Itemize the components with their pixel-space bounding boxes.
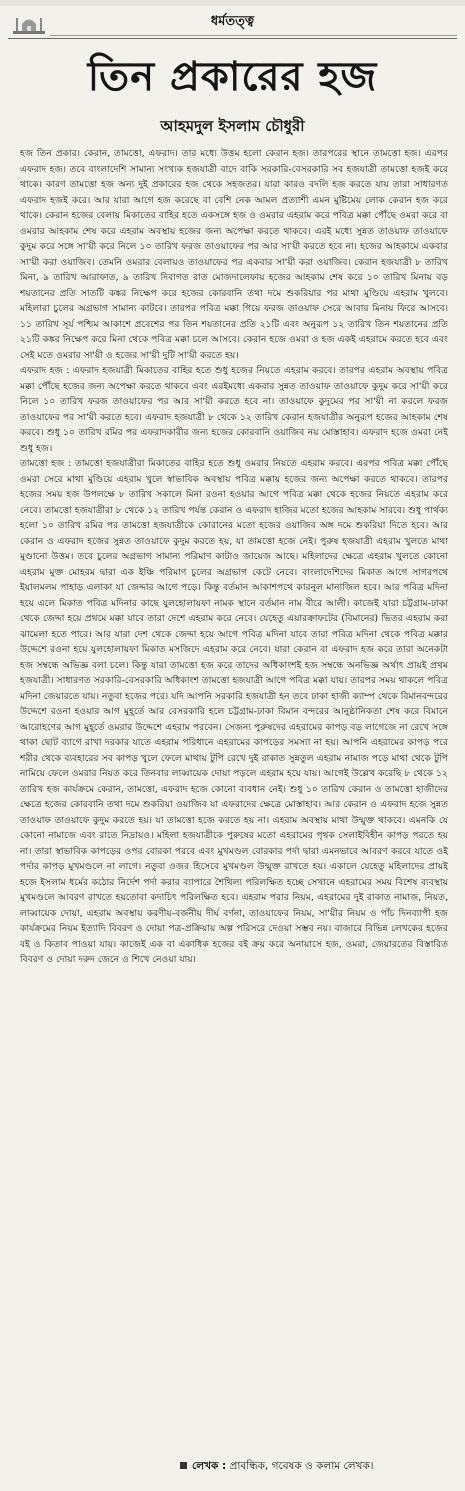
- header-rule: [50, 35, 457, 36]
- footer-label: লেখক :: [192, 1460, 227, 1472]
- article-body: [20, 146, 448, 968]
- paragraph-intro: হজ তিন প্রকার। কেরান, তামত্তো, এফরাদ। তার মধ্যে উত্তম হলো কেরান হজ। তারপরের স্থানে তামত্তো হজ। এরপর এফরাদ হজ। তবে বাংলাদেশি সামান্য সংখ্যক হজযাত্রী বাদে বাকি সরকারি-বেসরকারি সব হজযাত্রী তামত্তো হজই করে থাকে। কারণ তামত্তো হজ অন্য দুই প্রকারের হজ থেকে সহজতর। যারা কারও বদলি হজ করতে যায় তারা সাধারণত এফরাদ হজই করে। আর যারা আগে হজ করেছে বা বেশি নেক আমল প্রত্যাশী এমন মুষ্টিমেয় লোক কেরান হজ করে থাকে। কেরান হজের বেলায় মিকাতের বাহির হতে একসঙ্গে হজ ও ওমরার এহরাম করে পবিত্র মক্কা পৌঁছে ওমরা করে বা ওমরার আহকাম শেষ করে এহরাম অবস্থায় হজের জন্য অপেক্ষা করতে থাকবে। এরই মধ্যে সুন্নত তাওয়াফ তাওয়াফে কুদুম করে সঙ্গে সা'য়ী করে নিলে ১০ তারিখ ফরজ তাওয়াফের পর আর সা'য়ী করতে হবে না। হজের আহকামে একবার সা'য়ী করা ওয়াজিব। তেমনি ওমরার বেলায়ও তাওয়াফের পর একবার সা'য়ী করা ওয়াজিব। কেরান হজযাত্রী ৮ তারিখ মিনা, ৯ তারিখ আরাফাত, ৯ তারিখ দিবাগত রাত মোজদালেফায় হজের আহকাম শেষ করে ১০ তারিখ মিনায় বড় শয়তানের প্রতি সাতটি কঙ্কর নিক্ষেপ করে হজের কোরবানি তথা দমে শুকরিয়ার পর মাথা মুণ্ডিয়ে এহরাম খুলবে। মহিলারা চুলের অগ্রভাগ সামান্য কাটবে। তারপর পবিত্র মক্কা গিয়ে ফরজ তাওয়াফ সেরে আবার মিনায় ফিরে আসবে। ১১ তারিখ সূর্য পশ্চিম আকাশে প্রবেশের পর তিন শয়তানের প্রতি ২১টি এবং অনুরূপ ১২ তারিখ তিন শয়তানের প্রতি ২১টি কঙ্কর নিক্ষেপ করে মিনা থেকে পবিত্র মক্কা চলে আসবে। কেরান হজে ওমরা ও হজ একই এহরামে করতে হবে এবং সেই মতে ওমরার সা'য়ী ও হজের সা'য়ী দুটি সা'য়ী করতে হয়।: [20, 148, 448, 361]
- footer-text: প্রাবন্ধিক, গবেষক ও কলাম লেখক।: [229, 1460, 374, 1472]
- author-footer: [180, 1458, 455, 1474]
- bullet-square-icon: [180, 1462, 187, 1469]
- paragraph-ifrad: এফরাদ হজ : এফরাদ হজযাত্রী মিকাতের বাহির হতে শুধু হজের নিয়তে এহরাম করবে। তারপর এহরাম অবস্থায় পবিত্র মক্কা পৌঁছে হজের জন্য অপেক্ষা করতে থাকবে এবং এরইমধ্যে একবার সুন্নত তাওয়াফ তাওয়াফে কুদুম করে সা'য়ী করে নিলে ১০ তারিখ ফরজ তাওয়াফের পর আর সা'য়ী করতে হবে না। তাওয়াফে কুদুমের পর সা'য়ী না করলে ফরজ তাওয়াফের পর সা'য়ী করতে হবে। এফরাদ হজযাত্রী ৮ থেকে ১২ তারিখ কেরান হজযাত্রীর অনুরূপ হজের আহকাম শেষ করবে। শুধু ১০ তারিখ রমির পর এফরাদকারীর জন্য হজের কোরবানি ওয়াজিব নয় মোস্তাহাব। এফরাদ হজে ওমরা নেই শুধু হজ।: [20, 365, 448, 454]
- section-header: [8, 8, 457, 39]
- paragraph-tamattu: তামত্তো হজ : তামত্তো হজযাত্রীরা মিকাতের বাহির হতে শুধু ওমরার নিয়তে এহরাম করবে। এরপর পবিত্র মক্কা পৌঁছে ওমরা সেরে মাথা মুণ্ডিয়ে এহরাম খুলে স্বাভাবিক অবস্থায় পবিত্র মক্কায় হজের জন্য অপেক্ষা করতে থাকবে। তারপর হজের সময় হজ উপলক্ষে ৮ তারিখ সকালে মিনা রওনা হওয়ার আগে পবিত্র মক্কা থেকে হজের নিয়তে এহরাম করে নেবে। তামত্তো হজযাত্রীরা ৮ থেকে ১২ তারিখ পর্যন্ত কেরান ও এফরাদ হাজির মতো হজের আহকাম সারবে। শুধু পার্থক্য হলো ১০ তারিখ রমির পর তামত্তো হজযাত্রীকে কোরানের মতো হজের ওয়াজিব অঙ্গ দমে শুকরিয়া দিতে হবে। আর কেরান ও এফরাদ হজের সুন্নত তাওয়াফে কুদুম করতে হয়, যা তামত্তো হজে নেই। পুরুষ হজযাত্রী এহরাম খুলতে মাথা মুণ্ডানো উত্তম। তবে চুলের অগ্রভাগ সামান্য পরিমাণ কাটাও জায়েজ আছে। মহিলাদের ক্ষেত্রে এহরাম খুলতে কোনো এহরাম মুক্ত মোহরম দ্বারা এক ইঞ্চি পরিমাণ চুলের অগ্রভাগ কেটে নেবে। বাংলাদেশিদের মিকাত আগে সাগরপথে ইয়ালমলম পাহাড় এলাকা যা জেদ্দার আগে পড়ে। কিন্তু বর্তমান আকাশপথে কারনুল মানাজিল হবে। আর পবিত্র মদিনা হয়ে এলে মিকাত পবিত্র মদিনার কাছে যুলহোলায়ফা নামক স্থানে বর্তমান নাম বীরে আলী। কাজেই যারা চট্টগ্রাম-ঢাকা থেকে জেদ্দা হয়ে প্রথমে মক্কা যাবে তারা দেশে এহরাম করে নেবে। যেহেতু এয়ারক্রাফটের (বিমানের) ভিতর এহরাম করা ঝামেলা হতে পারে। আর যারা দেশ থেকে জেদ্দা হয়ে আগে পবিত্র মদিনা যাবে তারা পবিত্র মদিনা থেকে পবিত্র মক্কার উদ্দেশে রওনা হয়ে যুলহোলায়ফা মিকাত মসজিদে এহরাম করে নেবে। যারা কেরান বা এফরাদ হজ করে তারা অনেকটা হজ সম্বন্ধে অভিজ্ঞ বলা চলে। কিন্তু যারা তামত্তো হজ করে তাদের অধিকাংশই হজ সম্বন্ধে অনভিজ্ঞ অর্থাৎ প্রায়ই প্রথম হজযাত্রী। সাধারণত সরকারি-বেসরকারি অধিকাংশ তামত্তো হজযাত্রী আগে পবিত্র মক্কা যায়। তারপর সময় থাকলে পবিত্র মদিনা জেয়ারতে যায়। নতুবা হজের পরে। যদি আপনি সরকারি হজযাত্রী হন তবে ঢাকা হাজী ক্যাম্প থেকে বিমানবন্দরের উদ্দেশে রওনা হওয়ার আগ মুহূর্তে আর বেসরকারি হলে চট্টগ্রাম-ঢাকা বিমান বন্দরের আনুষ্ঠানিকতা শেষ করে বিমানে আরোহণের আগ মুহূর্তে ওমরার উদ্দেশে এহরাম পরবেন। সেজন্য পুরুষদের এহরামের কাপড় বড় লাগেজে না রেখে সঙ্গে থাকা ছোট ব্যাগে রাখা দরকার যাতে এহরাম পরিধানে এহরামের কাপড়ের সমস্যা না হয়। আপনি এহরামের কাপড় পরে শরীর থেকে ব্যবহারের সব কাপড় খুলে ফেলে মাথায় টুপি রেখে দুই রাকাত সুন্নতুল এহরাম নামাজ পড়ে মাথা থেকে টুপি নামিয়ে ফেলে ওমরার নিয়ত করে তিনবার লাব্বায়েক দোয়া পড়লে এহরাম হয়ে যায়। আগেই উল্লেখ করেছি ৮ থেকে ১২ তারিখ হজ কার্যক্রমে কেরান, তামত্তো, এফরাদ হজে কোনো ব্যবধান নেই। শুধু ১০ তারিখ কেরান ও তামত্তো হাজীদের ক্ষেত্রে হজের কোরবানি তথা দমে শুকরিয়া ওয়াজিব যা এফরাদের ক্ষেত্রে মোস্তাহাব। আর কেরান ও এফরাদ হজে সুন্নত তাওয়াফ তাওয়াফে কুদুম করতে হয়। যা তামত্তো হজে করতে হয় না। এহরাম অবস্থায় মাথা উন্মুক্ত থাকবে। এমনকি যে কোনো নামাজে এবং রাতে নিদ্রায়ও। মহিলা হজযাত্রীকে পুরুষের মতো এহরামের পৃথক সেলাইবিহীন কাপড় পরতে হয় না। তারা স্বাভাবিক কাপড়ের ওপর বোরকা পরবে এবং মুখমণ্ডল বোরকার পর্দা দ্বারা এমনভাবে আবরণ করবে যাতে ওই পর্দার কাপড় মুখমণ্ডলে না লাগে। নতুবা ওজর হিসেবে মুখমণ্ডল উন্মুক্ত রাখতে হয়। একালে যেহেতু মহিলাদের প্রায়ই হজে ইসলাম ধর্মের কঠোর নির্দেশ পর্দা করার ব্যাপারে শৈথিল্য পরিলক্ষিত হচ্ছে সেখানে এহরামের সময় বিশেষ ব্যবস্থায় মুখমণ্ডলে আবরণ রাখতে হয়তোবা কদাচিৎ পরিলক্ষিত হবে। এহরাম পরার নিয়ম, এহরামের দুই রাকাত নামাজ, নিয়ত, লাব্বায়েক দোয়া, এহরাম অবস্থায় করণীয়-বর্জনীয় দীর্ঘ বর্ণনা, তাওয়াফের নিয়ম, সা'য়ীর নিয়ম ও পাঁচ দিনব্যাপী হজ কার্যক্রমের নিয়ম ইত্যাদি বিবরণ ও দোয়া পত্র-প্রক্রিয়ায় অল্প পরিসরে দেওয়া সম্ভব নয়। বাজারে বিভিন্ন লেখকের হজের বই ও কিতাব পাওয়া যায়। কাজেই এক বা একাধিক হজের বই ক্রয় করে অনায়াসে হজ, ওমরা, জেয়ারতের বিস্তারিত বিবরণ ও দোয়া দরুদ জেনে ও শিখে নেওয়া যায়।: [20, 458, 448, 965]
- article-title: তিন প্রকারের হজ: [87, 53, 378, 100]
- top-strip: [0, 0, 465, 6]
- article-author: আহমদুল ইসলাম চৌধুরী: [160, 117, 305, 135]
- section-label: ধর্মতত্ত্ব: [210, 14, 255, 29]
